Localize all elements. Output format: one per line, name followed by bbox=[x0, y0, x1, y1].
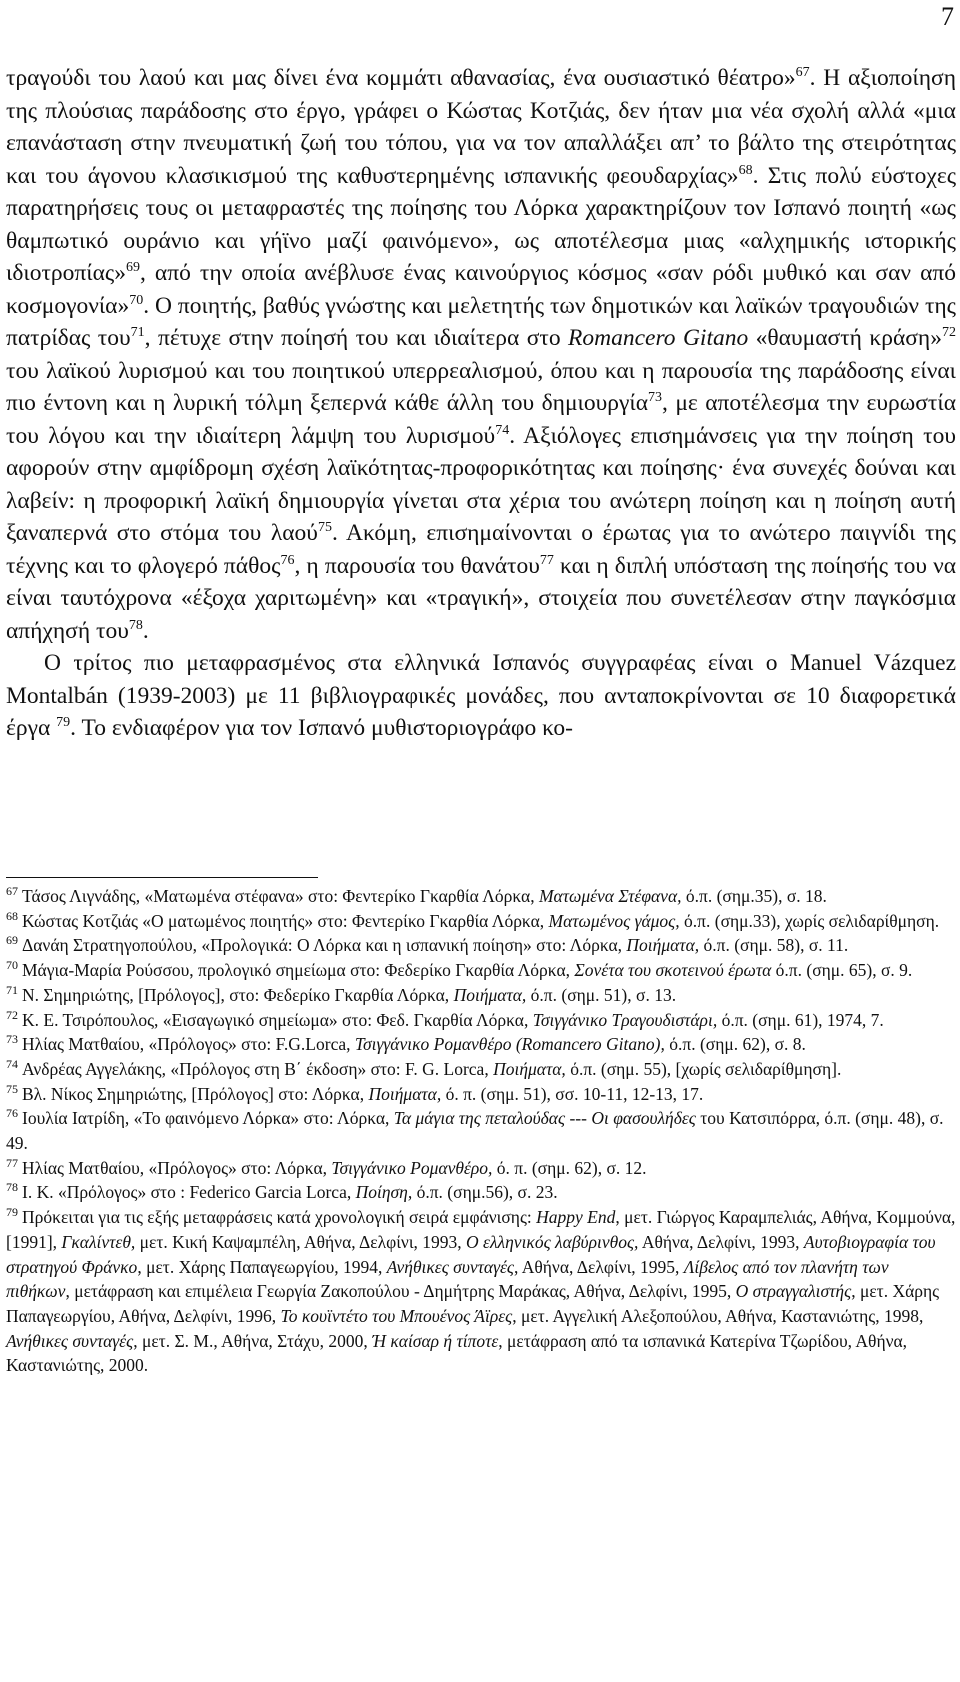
footnote-72 bbox=[6, 1008, 956, 1033]
italic-title: Το κουϊντέτο του Μπουένος Άϊρες bbox=[280, 1305, 513, 1326]
text-run: ό. π. (σημ. 62), σ. 12. bbox=[492, 1157, 647, 1178]
text-run: , Αθήνα, Δελφίνι, 1995, bbox=[513, 1256, 684, 1277]
text-run: ό.π. (σημ. 55), [χωρίς σελιδαρίθμηση]. bbox=[565, 1058, 842, 1079]
text-run: , μετ. Αγγελική Αλεξοπούλου, Αθήνα, Καστανιώτης, 1998, bbox=[512, 1305, 924, 1326]
text-run: Δανάη Στρατηγοπούλου, «Προλογικά: Ο Λόρκα και η ισπανική ποίηση» στο: Λόρκα, bbox=[22, 935, 627, 956]
italic-title: Ποιήματα, bbox=[493, 1058, 566, 1079]
footnote-76 bbox=[6, 1106, 956, 1155]
footnote-number: 74 bbox=[6, 1056, 18, 1071]
text-run: Ν. Σημηριώτης, [Πρόλογος], στο: Φεδερίκο Γκαρθία Λόρκα, bbox=[22, 984, 454, 1005]
italic-title: Ή καίσαρ ή τίποτε bbox=[372, 1330, 499, 1351]
footnote-reference: 67 bbox=[795, 65, 810, 80]
footnote-78 bbox=[6, 1180, 956, 1205]
italic-title: Τσιγγάνικο Τραγουδιστάρι, bbox=[532, 1009, 718, 1030]
text-run: , από την οποία ανέβλυσε ένας καινούργιος κόσμος «σαν ρόδι μυθικό και σαν από κοσμογονία» bbox=[6, 260, 956, 319]
text-run: ό.π. (σημ. 58), σ. 11. bbox=[699, 935, 849, 956]
italic-title: Ανήθικες συνταγές bbox=[386, 1256, 514, 1277]
text-run: Κώστας Κοτζιάς «Ο ματωμένος ποιητής» στο: Φεντερίκο Γκαρθία Λόρκα, bbox=[22, 910, 549, 931]
italic-title: Happy End bbox=[536, 1207, 616, 1228]
footnote-number: 67 bbox=[6, 884, 18, 898]
text-run: . Ο ποιητής, βαθύς γνώστης και μελετητής των δημοτικών και λαϊκών τραγουδιών της πατρίδας του bbox=[6, 292, 956, 351]
footnote-69 bbox=[6, 933, 956, 958]
text-run: Ηλίας Ματθαίου, «Πρόλογος» στο: Λόρκα, bbox=[22, 1157, 332, 1178]
footnote-separator bbox=[6, 877, 318, 878]
text-run: , η παρουσία του θανάτου bbox=[294, 552, 540, 579]
text-run: Ιουλία Ιατρίδη, «Το φαινόμενο Λόρκα» στο: Λόρκα, bbox=[22, 1108, 394, 1129]
text-run: . Ακόμη, επισημαίνονται ο έρωτας για το ανώτερο παιγνίδι της τέχνης και το φλογερό πάθος bbox=[6, 520, 956, 579]
text-run: , μετ. Χάρης Παπαγεωργίου, Αθήνα, Δελφίνι, 1996, bbox=[6, 1281, 940, 1326]
text-run: Βλ. Νίκος Σημηριώτης, [Πρόλογος] στο: Λόρκα, bbox=[22, 1083, 369, 1104]
footnote-reference: 74 bbox=[495, 422, 510, 438]
footnote-reference: 75 bbox=[317, 520, 332, 535]
paragraph-2 bbox=[6, 647, 956, 745]
italic-title: Ματωμένα Στέφανα, bbox=[538, 886, 682, 906]
text-run: , μετ. Σ. Μ., Αθήνα, Στάχυ, 2000, bbox=[133, 1330, 373, 1351]
footnote-68 bbox=[6, 909, 956, 934]
text-run: Μάγια-Μαρία Ρούσσου, προλογικό σημείωμα στο: Φεδερίκο Γκαρθία Λόρκα, bbox=[22, 960, 575, 981]
text-run: του λαϊκού λυρισμού και του ποιητικού υπερρεαλισμού, όπου και η παρουσία της παράδοσης είναι πιο έντονη και η λυρική τόλμη ξεπερνά κάθε άλλη του δημιουργία bbox=[6, 357, 956, 416]
italic-title: Ματωμένος γάμος, bbox=[548, 910, 680, 931]
footnote-number: 69 bbox=[6, 933, 18, 948]
italic-title: Ανήθικες συνταγές bbox=[6, 1330, 134, 1351]
italic-title: Romancero Gitano bbox=[568, 325, 749, 351]
footnote-number: 68 bbox=[6, 908, 18, 923]
italic-title: Τα μάγια της πεταλούδας --- Οι φασουλήδες bbox=[393, 1108, 696, 1129]
footnote-number: 71 bbox=[6, 982, 18, 997]
italic-title: Ο στραγγαλιστής bbox=[735, 1281, 852, 1302]
italic-title: Τσιγγάνικο Ρομανθέρο, bbox=[331, 1157, 493, 1178]
text-run: ό.π. (σημ. 51), σ. 13. bbox=[526, 984, 677, 1005]
text-run: Ι. Κ. «Πρόλογος» στο : Federico Garcia Lorca, bbox=[22, 1182, 356, 1203]
footnote-71 bbox=[6, 983, 956, 1008]
text-run: Ανδρέας Αγγελάκης, «Πρόλογος στη Β΄ έκδοση» στο: F. G. Lorca, bbox=[22, 1058, 494, 1079]
footnote-reference: 71 bbox=[130, 325, 145, 340]
text-run: Αθήνα, Δελφίνι, 1993, bbox=[638, 1231, 804, 1252]
text-run: μετ. Κική Καψαμπέλη, Αθήνα, Δελφίνι, 1993, bbox=[135, 1231, 467, 1252]
text-run: Κ. Ε. Τσιρόπουλος, «Εισαγωγικό σημείωμα» στο: Φεδ. Γκαρθία Λόρκα, bbox=[22, 1009, 533, 1030]
italic-title: Σονέτα του σκοτεινού έρωτα bbox=[574, 960, 772, 981]
footnote-73 bbox=[6, 1032, 956, 1057]
italic-title: Ποίηση, bbox=[355, 1182, 413, 1203]
footnote-reference: 72 bbox=[941, 325, 956, 340]
text-run: . bbox=[142, 617, 149, 644]
footnote-reference: 76 bbox=[280, 552, 295, 568]
footnote-number: 78 bbox=[6, 1180, 18, 1195]
italic-title: Τσιγγάνικο Ρομανθέρο (Romancero Gitano), bbox=[354, 1034, 665, 1055]
footnote-reference: 73 bbox=[648, 390, 663, 405]
text-run: ό.π. (σημ.56), σ. 23. bbox=[412, 1182, 558, 1203]
italic-title: Ποιήματα, bbox=[453, 984, 527, 1005]
text-run: τραγούδι του λαού και μας δίνει ένα κομμάτι αθανασίας, ένα ουσιαστικό θέατρο» bbox=[6, 65, 796, 91]
footnote-75 bbox=[6, 1082, 956, 1107]
footnote-number: 79 bbox=[6, 1205, 18, 1220]
text-run: . Το ενδιαφέρον για τον Ισπανό μυθιστοριογράφο κο- bbox=[70, 715, 573, 741]
footnote-77 bbox=[6, 1156, 956, 1181]
italic-title: Αυτοβιογραφία του στρατηγού Φράνκο bbox=[6, 1231, 936, 1277]
footnote-number: 72 bbox=[6, 1007, 18, 1022]
body-text bbox=[6, 62, 956, 745]
text-run: ό.π. (σημ. 61), 1974, 7. bbox=[717, 1009, 884, 1030]
footnote-reference: 70 bbox=[129, 292, 144, 308]
footnote-number: 77 bbox=[6, 1155, 18, 1170]
footnote-reference: 68 bbox=[738, 162, 753, 178]
text-run: ό.π. (σημ.33), χωρίς σελιδαρίθμηση. bbox=[679, 910, 940, 931]
text-run: «θαυμαστή κράση» bbox=[748, 325, 942, 351]
text-run: ό.π. (σημ. 65), σ. 9. bbox=[771, 960, 913, 981]
text-run: του Κατσιπόρρα, ό.π. (σημ. 48), σ. 49. bbox=[6, 1108, 944, 1154]
footnotes bbox=[6, 884, 956, 1378]
text-run: , με αποτέλεσμα την ευρωστία του λόγου και την ιδιαίτερη λάμψη του λυρισμού bbox=[6, 390, 957, 449]
page-number: 7 bbox=[941, 2, 954, 31]
footnote-number: 73 bbox=[6, 1032, 18, 1047]
footnote-number: 75 bbox=[6, 1081, 18, 1096]
italic-title: Λίβελος από τον πλανήτη των πιθήκων bbox=[6, 1256, 889, 1302]
footnote-number: 76 bbox=[6, 1106, 18, 1121]
italic-title: Ποιήματα, bbox=[626, 935, 700, 956]
text-run: , πέτυχε στην ποίησή του και ιδιαίτερα στο bbox=[144, 325, 569, 351]
italic-title: Ο ελληνικός λαβύρινθος, bbox=[466, 1231, 639, 1252]
paragraph-1 bbox=[6, 62, 956, 647]
text-run: , μετ. Χάρης Παπαγεωργίου, 1994, bbox=[137, 1256, 387, 1277]
footnote-79 bbox=[6, 1205, 956, 1378]
text-run: και η διπλή υπόσταση της ποίησής του να είναι ταυτόχρονα «έξοχα χαριτωμένη» και «τραγική», στοιχεία που συνετέλεσαν στην παγκόσμια απήχησή του bbox=[6, 552, 957, 644]
footnote-74 bbox=[6, 1057, 956, 1082]
italic-title: Ποιήματα, bbox=[368, 1083, 442, 1104]
italic-title: Γκαλίντεθ, bbox=[61, 1231, 136, 1252]
footnote-number: 70 bbox=[6, 958, 18, 973]
text-run: ό. π. (σημ. 51), σσ. 10-11, 12-13, 17. bbox=[441, 1083, 704, 1104]
footnote-reference: 78 bbox=[128, 617, 143, 633]
text-run: , μετ. Γιώργος Καραμπελιάς, Αθήνα, Κομμούνα, [1991], bbox=[6, 1207, 956, 1252]
text-run: . Η αξιοποίηση της πλούσιας παράδοσης στο έργο, γράφει ο Κώστας Κοτζιάς, δεν ήταν μια νέα σχολή αλλά «μια επανάσταση στην πνευματική ζωή του τόπου, για να τον απαλλάξει απ’ το βάλτο της στειρότητας και του άγονου κλασικισμού της καθυστερημένης ισπανικής φεουδαρχίας» bbox=[6, 65, 956, 189]
text-run: , μετάφραση από τα ισπανικά Κατερίνα Τζωρίδου, Αθήνα, Καστανιώτης, 2000. bbox=[6, 1330, 908, 1376]
text-run: ό.π. (σημ.35), σ. 18. bbox=[681, 886, 827, 906]
text-run: , μετάφραση και επιμέλεια Γεωργία Ζακοπούλου - Δημήτρης Μαράκας, Αθήνα, Δελφίνι, 1995, bbox=[65, 1281, 736, 1302]
footnote-reference: 77 bbox=[539, 552, 554, 568]
footnote-67 bbox=[6, 884, 956, 909]
text-run: Ο τρίτος πιο μεταφρασμένος στα ελληνικά Ισπανός συγγραφέας είναι ο Manuel Vázquez Montalbán (1939-2003) με 11 βιβλιογραφικές μονάδες, που ανταποκρίνονται σε 10 διαφορετικά έργα bbox=[6, 650, 956, 741]
text-run: ό.π. (σημ. 62), σ. 8. bbox=[664, 1034, 806, 1055]
footnote-reference: 69 bbox=[125, 260, 140, 275]
text-run: Τάσος Λιγνάδης, «Ματωμένα στέφανα» στο: Φεντερίκο Γκαρθία Λόρκα, bbox=[22, 886, 539, 906]
footnote-70 bbox=[6, 958, 956, 983]
text-run: Πρόκειται για τις εξής μεταφράσεις κατά χρονολογική σειρά εμφάνισης: bbox=[22, 1207, 537, 1228]
footnote-reference: 79 bbox=[56, 715, 71, 730]
text-run: . Στις πολύ εύστοχες παρατηρήσεις τους οι μεταφραστές της ποίησης του Λόρκα χαρακτηρίζουν τον Ισπανό ποιητή «ως θαμπωτικό ουράνιο και γήϊνο μαζί φαινόμενο», ως αποτέλεσμα μιας «αλχημικής ιστορικής ιδιοτροπίας» bbox=[6, 162, 957, 286]
text-run: . Αξιόλογες επισημάνσεις για την ποίηση του αφορούν στην αμφίδρομη σχέση λαϊκότητας-προφορικότητας και ποίησης· ένα συνεχές δούναι και λαβείν: η προφορική λαϊκή δημιουργία γίνεται στα χέρια του ανώτερη ποίηση και η ποίηση αυτή ξαναπερνά στο στόμα του λαού bbox=[6, 422, 956, 546]
text-run: Ηλίας Ματθαίου, «Πρόλογος» στο: F.G.Lorca, bbox=[22, 1034, 355, 1055]
